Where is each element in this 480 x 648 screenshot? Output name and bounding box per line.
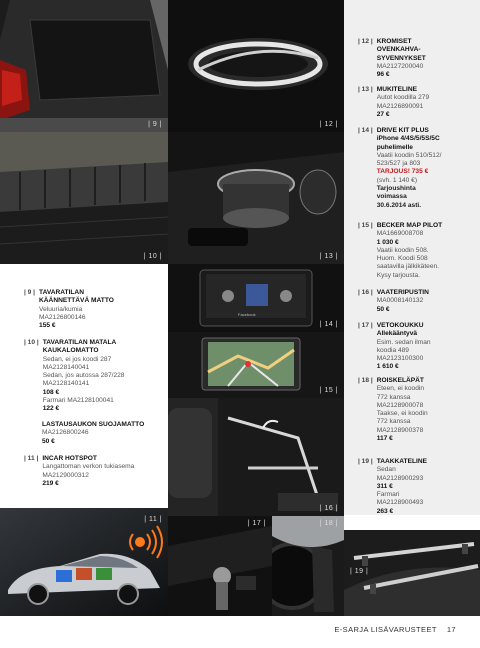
photo-number: | 19 | bbox=[350, 568, 369, 575]
price: 27 € bbox=[376, 110, 390, 118]
price: 311 € bbox=[376, 482, 393, 490]
photo-number: | 16 | bbox=[319, 505, 338, 512]
photo-tow-hook bbox=[168, 516, 272, 616]
drive-kit-illustration bbox=[168, 264, 344, 332]
page-footer bbox=[334, 625, 456, 634]
photo-number: | 10 | bbox=[143, 253, 162, 260]
photo-number: | 11 | bbox=[144, 516, 162, 523]
page-number: 17 bbox=[446, 625, 456, 634]
photo-drive-kit bbox=[168, 264, 344, 332]
price: 96 € bbox=[376, 71, 390, 79]
photo-coat-hanger bbox=[168, 398, 344, 516]
price: 155 € bbox=[39, 322, 56, 330]
price: 117 € bbox=[376, 435, 393, 443]
product-item-19: | 19 | TAAKKATELINE Sedan MA2128900293 311 € Farmari MA2128900493 263 € bbox=[358, 458, 428, 515]
trunk-illustration bbox=[0, 0, 168, 132]
product-item-12: | 12 | KROMISET OVENKAHVA- SYVENNYKSET MA2127200040 96 € bbox=[358, 38, 426, 79]
product-item-17: | 17 | VETOKOUKKU Allekääntyvä Esim. sedan ilman koodia 489 MA2123100300 1 610 € bbox=[358, 322, 431, 371]
photo-cup-holder bbox=[168, 132, 344, 264]
photo-hotspot-car bbox=[0, 508, 168, 616]
product-item-15: | 15 | BECKER MAP PILOT MA1669008708 1 030 € Vaatii koodin 508. Huom. Koodi 508 saatavilla jälkikäteen. Kysy tarjousta. bbox=[358, 222, 443, 279]
price: 122 € bbox=[42, 405, 60, 413]
product-item-16: | 16 | VAATERIPUSTIN MA0008140132 50 € bbox=[358, 289, 429, 313]
product-item-11: | 11 | INCAR HOTSPOT Langattoman verkon tukiasema MA2129000312 219 € bbox=[24, 455, 135, 487]
price: 263 € bbox=[376, 507, 394, 515]
photo-trunk-mat bbox=[0, 0, 168, 132]
photo-roof-rack bbox=[344, 530, 480, 616]
price: 219 € bbox=[42, 479, 59, 487]
mud-flaps-illustration bbox=[272, 516, 344, 616]
product-item-loading-mat: LASTAUSAUKON SUOJAMATTO MA2126800246 50 € bbox=[42, 421, 166, 446]
cup-holder-illustration bbox=[168, 132, 344, 264]
product-item-10: | 10 | TAVARATILAN MATALA KAUKALOMATTO Sedan, ei jos koodi 287 MA2128140041 Sedan, jos autossa 287/228 MA2128140141 108 € Farmari MA2128100041 122 € bbox=[24, 339, 125, 413]
footer-section: E-SARJA LISÄVARUSTEET bbox=[334, 625, 437, 634]
photo-number: | 15 | bbox=[319, 387, 338, 394]
photo-map-pilot bbox=[168, 332, 344, 398]
photo-number: | 18 | bbox=[319, 520, 338, 527]
product-item-14: | 14 | DRIVE KIT PLUS iPhone 4/4S/5/5S/5C puhelimelle Vaatii koodin 510/512/ 523/527 ja 803 TARJOUS! 735 € (svh. 1 140 €) Tarjoushinta voimassa 30.6.2014 asti. bbox=[358, 127, 442, 209]
photo-trunk-tray bbox=[0, 132, 168, 264]
price: 50 € bbox=[42, 437, 55, 445]
photo-number: | 17 | bbox=[247, 520, 266, 527]
product-item-13: | 13 | MUKITELINE Autot koodilla 279 MA2126890091 27 € bbox=[358, 86, 430, 118]
product-item-18: | 18 | ROISKELÄPÄT Eteen, ei koodin 772 kanssa MA2128900078 Taakse, ei koodin 772 kanssa MA2128900378 117 € bbox=[358, 377, 428, 443]
price: 1 610 € bbox=[376, 363, 399, 371]
photo-number: | 14 | bbox=[319, 321, 338, 328]
hotspot-car-illustration bbox=[0, 508, 168, 616]
offer-price: TARJOUS! 735 € bbox=[376, 168, 429, 176]
photo-number: | 12 | bbox=[319, 121, 338, 128]
screen-label: Facebook bbox=[238, 312, 256, 317]
product-item-9: | 9 | TAVARATILAN KÄÄNNETTÄVÄ MATTO Veluuria/kumia MA2126800146 155 € bbox=[24, 289, 114, 330]
price: 50 € bbox=[376, 305, 390, 313]
photo-door-handle bbox=[168, 0, 344, 132]
door-handle-illustration bbox=[168, 0, 344, 132]
coat-hanger-illustration bbox=[168, 398, 344, 516]
photo-number: | 13 | bbox=[319, 253, 338, 260]
price: 108 € bbox=[42, 388, 60, 396]
photo-mud-flaps bbox=[272, 516, 344, 616]
tray-illustration bbox=[0, 132, 168, 264]
price: 1 030 € bbox=[376, 238, 399, 246]
tow-hook-illustration bbox=[168, 516, 272, 616]
photo-number: | 9 | bbox=[148, 121, 162, 128]
map-pilot-illustration bbox=[168, 332, 344, 398]
